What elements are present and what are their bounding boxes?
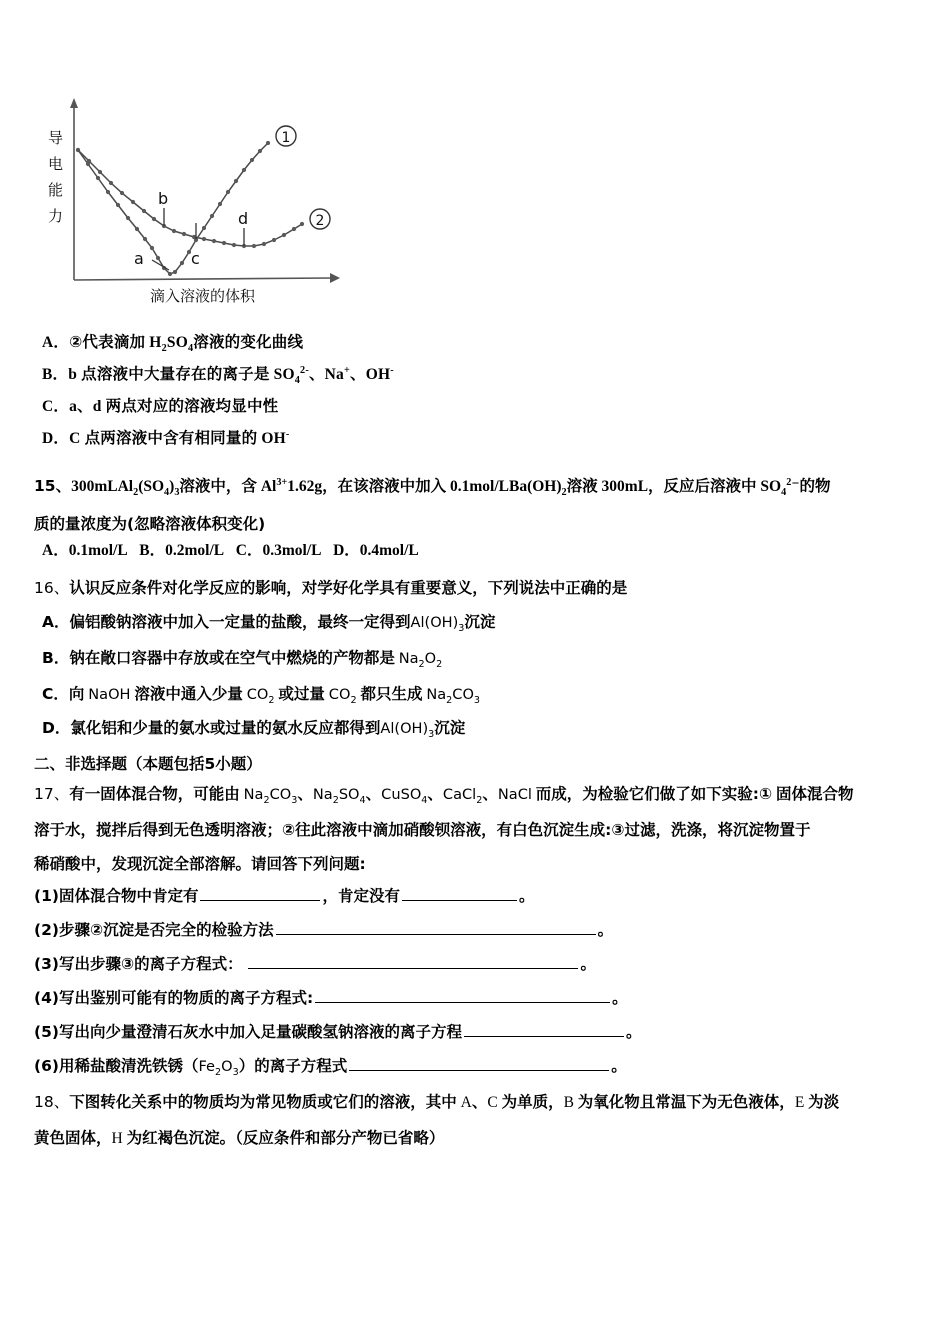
q17-blank-2: (2)步骤②沉淀是否完全的检验方法 。 — [34, 921, 614, 939]
section-2-heading: 二、非选择题（本题包括5小题） — [34, 755, 262, 773]
point-label-d: d — [238, 209, 249, 228]
q17-blank-6: (6)用稀盐酸清洗铁锈$(Fe_2O_3)$的离子方程式 。 — [34, 1057, 627, 1078]
svg-text:导: 导 — [48, 129, 64, 147]
answer-blank[interactable] — [248, 953, 578, 969]
q17-blank-4: (4)写出鉴别可能有的物质的离子方程式: 。 — [34, 989, 628, 1007]
q17-blank-1: (1)固体混合物中肯定有 ，肯定没有 。 — [34, 887, 535, 905]
answer-blank[interactable] — [349, 1055, 609, 1071]
conductivity-chart — [42, 88, 387, 306]
answer-blank[interactable] — [464, 1021, 624, 1037]
q16-option-a: A．偏铝酸钠溶液中加入一定量的盐酸，最终一定得到$Al(OH)_3$沉淀 — [42, 613, 496, 634]
chart-svg — [42, 88, 387, 306]
q15-options: A．0.1mol/L B．0.2mol/L C．0.3mol/L D．0.4mol/L — [42, 542, 419, 559]
answer-blank[interactable] — [200, 885, 320, 901]
q16-stem: 16、认识反应条件对化学反应的影响，对学好化学具有重要意义，下列说法中正确的是 — [34, 579, 628, 597]
q14-option-d: D．C 点两溶液中含有相同量的 OH- — [42, 428, 290, 447]
svg-text:能: 能 — [48, 181, 64, 199]
x-axis-label: 滴入溶液的体积 — [150, 287, 256, 305]
q16-option-d: D．氯化铝和少量的氨水或过量的氨水反应都得到$Al(OH)_3$沉淀 — [42, 719, 466, 740]
point-label-b: b — [158, 189, 169, 208]
q16-option-c: C．向 NaOH 溶液中通入少量 $CO_2$ 或过量 $CO_2$ 都只生成 $Na_2CO_3$ — [42, 685, 481, 706]
q17-blank-3: (3)写出步骤③的离子方程式： 。 — [34, 955, 596, 973]
q18-stem-line1: 18、下图转化关系中的物质均为常见物质或它们的溶液，其中 A、C 为单质，B 为氧化物且常温下为无色液体，E 为淡 — [34, 1093, 840, 1111]
q14-option-a: A．②代表滴加 $H_2SO_4$溶液的变化曲线 — [42, 333, 304, 355]
answer-blank[interactable] — [402, 885, 517, 901]
q17-stem-line3: 稀硝酸中，发现沉淀全部溶解。请回答下列问题: — [34, 855, 366, 873]
answer-blank[interactable] — [315, 987, 610, 1003]
point-label-c: c — [191, 249, 200, 268]
q16-option-b: B．钠在敞口容器中存放或在空气中燃烧的产物都是 $Na_2O_2$ — [42, 649, 443, 670]
q17-stem-line1: 17、有一固体混合物，可能由 $Na_2CO_3$、$Na_2SO_4$、CuSO$_4$、CaCl$_2$、NaCl 而成，为检验它们做了如下实验:① 固体混合物 — [34, 785, 854, 806]
q15-stem-line1: 15、$300mLAl_2(SO_4)_3$溶液中，含 $Al^{3+}1.62g$，在该溶液中加入 $0.1mol/LBa(OH)_2$溶液 300mL，反应后溶液中 $SO_4^2^-$的物 — [34, 476, 831, 499]
q17-blank-5: (5)写出向少量澄清石灰水中加入足量碳酸氢钠溶液的离子方程 。 — [34, 1023, 642, 1041]
chart-axes — [70, 98, 340, 283]
q17-stem-line2: 溶于水，搅拌后得到无色透明溶液；②往此溶液中滴加硝酸钡溶液，有白色沉淀生成:③过滤，洗涤，将沉淀物置于 — [34, 821, 811, 839]
y-axis-label — [48, 129, 63, 225]
q14-option-b: B．b 点溶液中大量存在的离子是 $SO_4^{2-}$、Na+、OH- — [42, 364, 394, 387]
svg-text:电: 电 — [48, 155, 64, 173]
curve-2 — [76, 148, 304, 248]
point-label-a: a — [134, 249, 144, 268]
svg-text:1: 1 — [281, 130, 291, 146]
curve-1-label — [276, 126, 296, 146]
q14-option-c: C．a、d 两点对应的溶液均显中性 — [42, 397, 279, 415]
q15-stem-line2: 质的量浓度为(忽略溶液体积变化) — [34, 515, 266, 533]
curve-2-label — [310, 209, 330, 229]
q18-stem-line2: 黄色固体，H 为红褐色沉淀。（反应条件和部分产物已省略） — [34, 1129, 445, 1147]
svg-text:2: 2 — [315, 213, 325, 229]
answer-blank[interactable] — [276, 919, 596, 935]
svg-text:力: 力 — [48, 207, 64, 225]
